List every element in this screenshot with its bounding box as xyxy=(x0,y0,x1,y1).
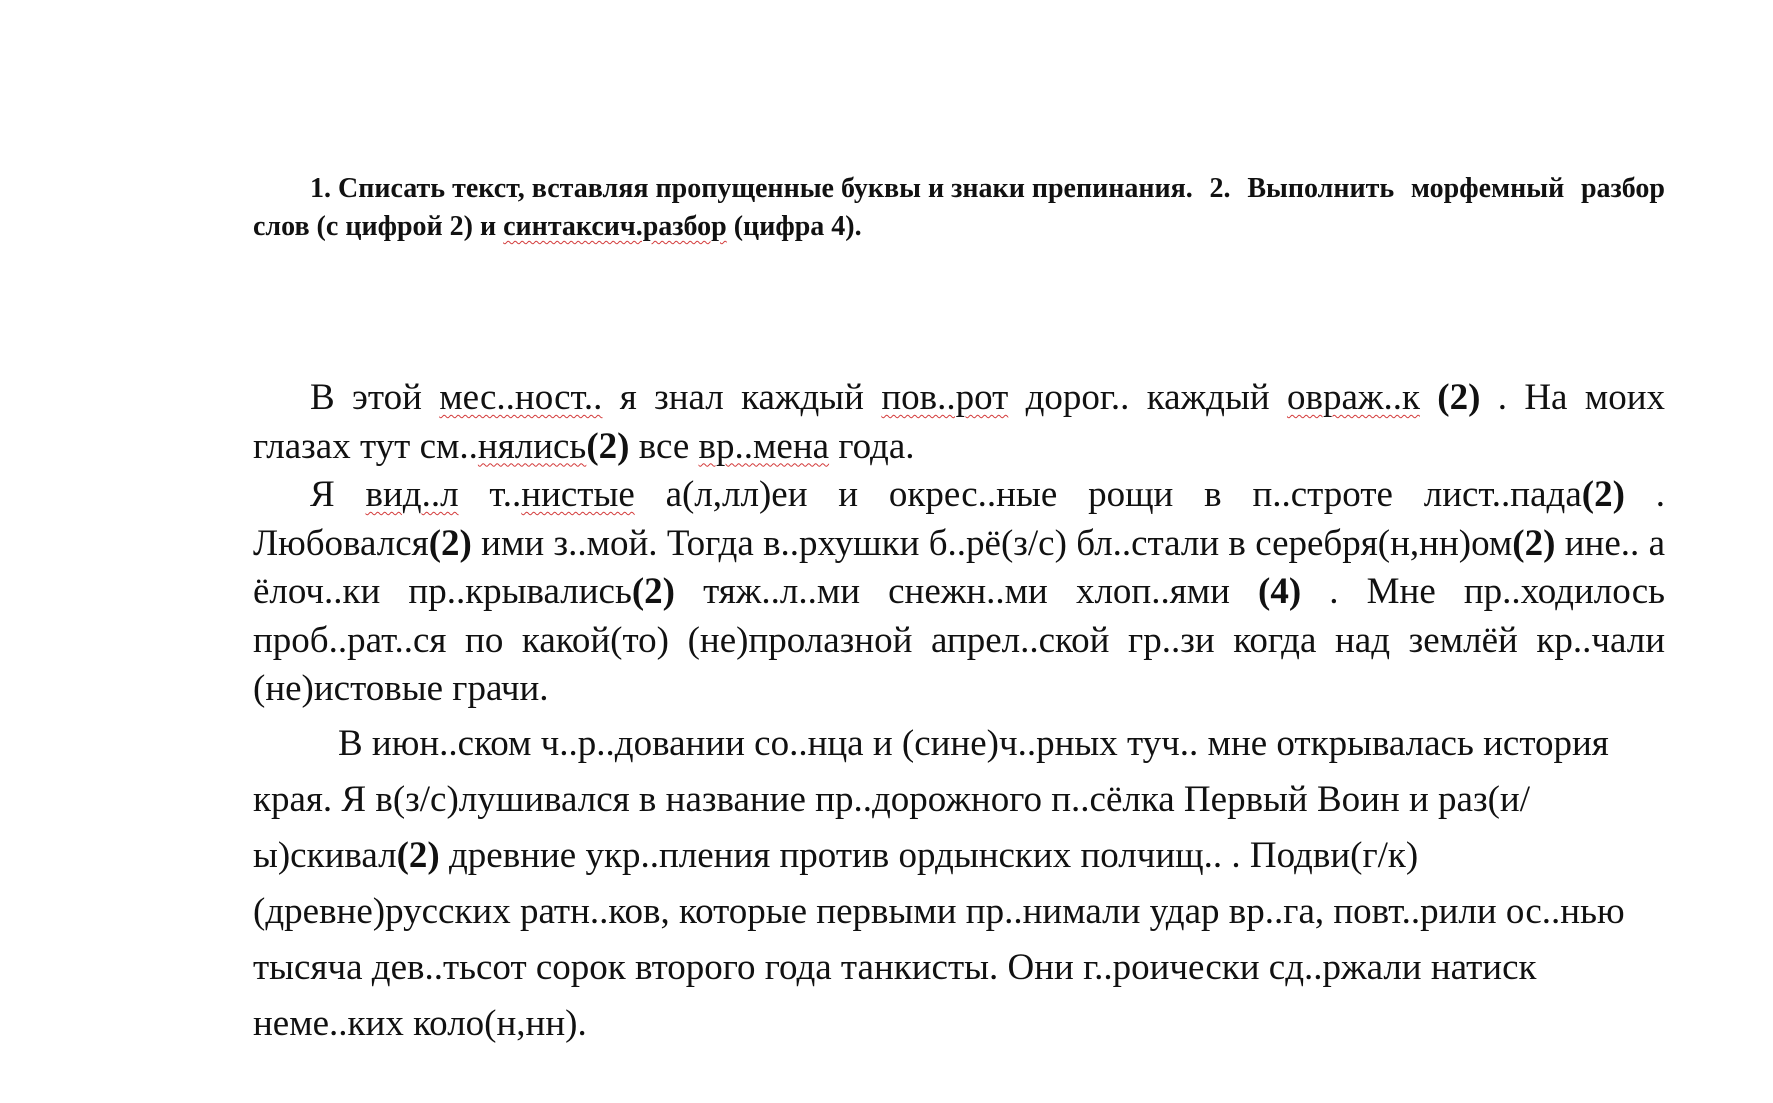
spellcheck-flagged-word[interactable]: пов..рот xyxy=(881,377,1009,418)
text-run: ине.. а ёлоч..ки пр..крывались xyxy=(253,522,1665,612)
text-run: дорог.. каждый xyxy=(1008,377,1287,418)
text-run: Я xyxy=(310,474,366,515)
text-run: В этой xyxy=(310,377,440,418)
paragraph-1 xyxy=(253,374,1665,471)
text-run: я знал каждый xyxy=(602,377,882,418)
task-instructions xyxy=(253,170,1665,246)
spellcheck-flagged-word[interactable]: синтаксич.разбор xyxy=(503,211,727,242)
task-marker: (2) xyxy=(1512,522,1556,564)
text-run: все xyxy=(629,425,699,467)
text-run: ими з..мой. Тогда в..рхушки б..рё(з/с) бл..стали в серебря(н,нн)ом xyxy=(471,522,1513,564)
exercise-text xyxy=(253,374,1665,1052)
task-line-2-end: (цифра 4). xyxy=(726,211,862,242)
text-run: В июн..ском ч..р..довании со..нца и (сине)ч..рных туч.. мне открывалась история края. Я в(з/с)лушивался в название пр..дорожного п..сёлка Первый Воин и раз(и/ы)скивал xyxy=(253,722,1609,876)
text-run: . На моих глазах тут см.. xyxy=(253,377,1666,467)
text-run: . Любовался xyxy=(253,474,1666,564)
spellcheck-flagged-word[interactable]: мес..ност.. xyxy=(439,377,603,418)
text-run: древние укр..пления против ордынских полчищ.. . Подви(г/к) (древне)русских ратн..ков, которые первыми пр..нимали удар вр..га, повт..рили ос..нью тысяча дев..тьсот сорок второго года танкисты. Они г..роически сд..ржали натиск неме..ких коло(н,нн). xyxy=(253,834,1625,1044)
task-marker: (2) xyxy=(631,571,675,612)
text-run: . Мне пр..ходилось проб..рат..ся по какой(то) (не)пролазной апрел..ской гр..зи когда над землёй кр..чали (не)истовые грачи. xyxy=(253,571,1665,709)
spellcheck-flagged-word[interactable]: нистые xyxy=(521,474,635,515)
task-line-2-start: 2. Выполнить морфемный разбор слов (с цифрой 2) и xyxy=(253,173,1666,242)
spellcheck-flagged-word[interactable]: вр..мена xyxy=(698,425,830,467)
task-marker: (4) xyxy=(1258,571,1302,612)
spellcheck-flagged-word[interactable]: овраж..к xyxy=(1286,377,1420,418)
task-marker: (2) xyxy=(428,522,472,564)
task-marker: (2) xyxy=(586,425,630,467)
text-run: а(л,лл)еи и окрес..ные рощи в п..строте лист..пада xyxy=(634,474,1582,515)
document-body xyxy=(253,170,1665,1052)
spellcheck-flagged-word[interactable]: нялись xyxy=(477,425,587,467)
paragraph-2 xyxy=(253,471,1665,714)
text-run: года. xyxy=(829,425,915,467)
paragraph-3 xyxy=(253,716,1665,1052)
spellcheck-flagged-word[interactable]: вид..л xyxy=(365,474,459,515)
task-marker: (2) xyxy=(396,834,440,876)
task-marker: (2) xyxy=(1419,377,1481,418)
text-run: т.. xyxy=(458,474,522,515)
task-line-1: 1. Списать текст, вставляя пропущенные буквы и знаки препинания. xyxy=(310,173,1193,204)
task-marker: (2) xyxy=(1581,474,1625,515)
text-run: тяж..л..ми снежн..ми хлоп..ями xyxy=(675,571,1259,612)
